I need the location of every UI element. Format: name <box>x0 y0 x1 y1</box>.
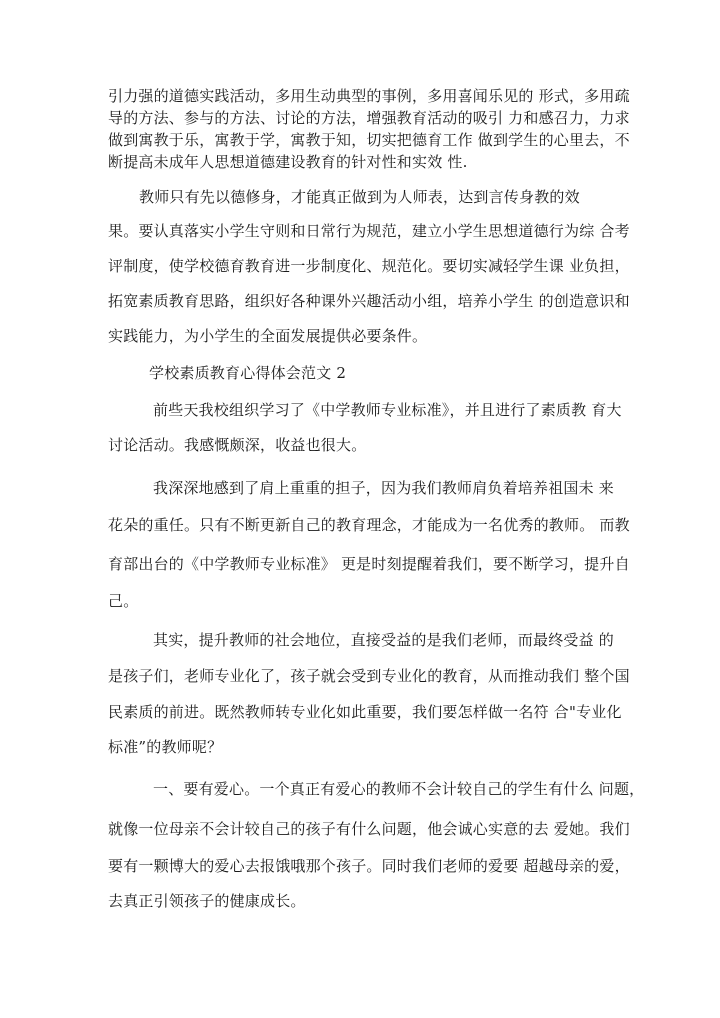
body-text-line: 做到寓教于乐，寓教于学，寓教于知，切实把德育工作 做到学生的心里去，不 <box>108 131 630 149</box>
body-text-line: 育部出台的《中学教师专业标准》 更是时刻提醒着我们，要不断学习，提升自 <box>108 555 630 573</box>
body-text-line: 断提高未成年人思想道德建设教育的针对性和实效 性. <box>108 153 468 171</box>
body-text-line: 讨论活动。我感慨颇深，收益也很大。 <box>108 436 367 454</box>
body-text-line: 评制度，使学校德育教育进一步制度化、规范化。要切实减轻学生课 业负担， <box>108 257 630 275</box>
body-text-line: 花朵的重任。只有不断更新自己的教育理念，才能成为一名优秀的教师。 而教 <box>108 516 630 534</box>
body-text-line: 去真正引领孩子的健康成长。 <box>108 892 306 910</box>
body-text-line: 拓宽素质教育思路，组织好各种课外兴趣活动小组，培养小学生 的创造意识和 <box>108 292 630 310</box>
body-text-line: 我深深地感到了肩上重重的担子，因为我们教师肩负着培养祖国未 来 <box>153 479 614 497</box>
body-text-line: 教师只有先以德修身，才能真正做到为人师表，达到言传身教的效 <box>139 188 580 206</box>
body-text-line: 己。 <box>108 592 139 610</box>
body-text-line: 标准”的教师呢？ <box>108 738 223 756</box>
body-text-line: 就像一位母亲不会计较自己的孩子有什么问题，他会诚心实意的去 爱她。我们 <box>108 820 630 838</box>
body-text-line: 一、要有爱心。一个真正有爱心的教师不会计较自己的学生有什么 问题， <box>153 780 645 798</box>
body-text-line: 引力强的道德实践活动，多用生动典型的事例，多用喜闻乐见的 形式，多用疏 <box>108 87 630 105</box>
body-text-line: 导的方法、参与的方法、讨论的方法，增强教育活动的吸引 力和感召力，力求 <box>108 109 630 127</box>
body-text-line: 要有一颗博大的爱心去报饿哦那个孩子。同时我们老师的爱要 超越母亲的爱， <box>108 857 630 875</box>
body-text-line: 民素质的前进。既然教师转专业化如此重要，我们要怎样做一名符 合"专业化 <box>108 703 622 721</box>
section-title: 学校素质教育心得体会范文 2 <box>149 364 347 382</box>
body-text-line: 实践能力，为小学生的全面发展提供必要条件。 <box>108 327 428 345</box>
body-text-line: 前些天我校组织学习了《中学教师专业标准》，并且进行了素质教 育大 <box>153 401 622 419</box>
body-text-line: 果。要认真落实小学生守则和日常行为规范，建立小学生思想道德行为综 合考 <box>108 222 630 240</box>
body-text-line: 其实，提升教师的社会地位，直接受益的是我们老师，而最终受益 的 <box>153 631 614 649</box>
body-text-line: 是孩子们，老师专业化了，孩子就会受到专业化的教育，从而推动我们 整个国 <box>108 667 630 685</box>
